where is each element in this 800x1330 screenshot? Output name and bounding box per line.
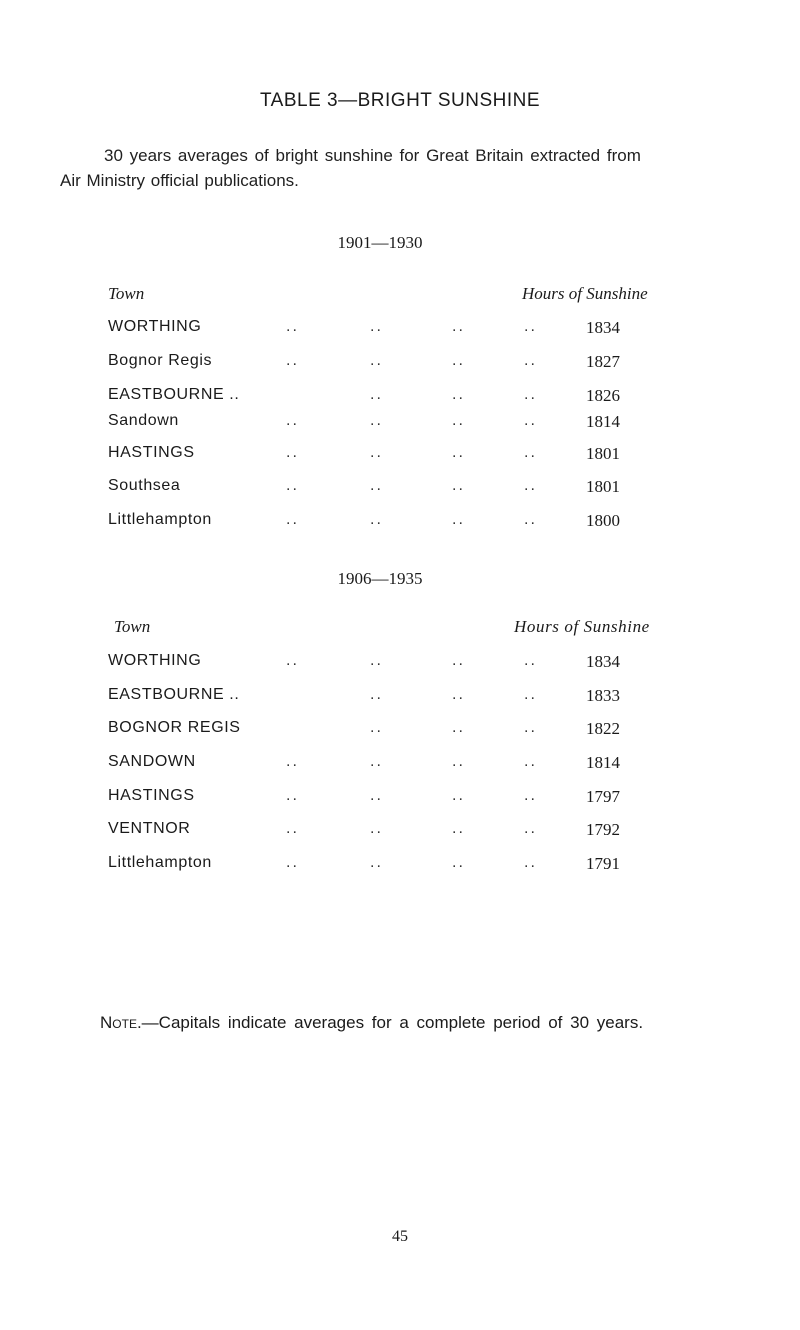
town-name: Littlehampton	[108, 854, 212, 871]
dot-leader: ..	[370, 511, 383, 528]
town-name: EASTBOURNE ..	[108, 386, 240, 403]
table-row	[108, 854, 648, 878]
dot-leader: ..	[370, 477, 383, 494]
dot-leader: ..	[286, 787, 299, 804]
note-text: —Capitals indicate averages for a complete period of 30 years.	[141, 1013, 644, 1032]
dot-leader: ..	[524, 652, 537, 669]
table-row	[108, 386, 648, 410]
table-row	[108, 477, 648, 501]
dot-leader: ..	[524, 753, 537, 770]
note-label: Note.	[100, 1013, 142, 1032]
dot-leader: ..	[370, 820, 383, 837]
town-name: SANDOWN	[108, 753, 196, 770]
column-header-town: Town	[114, 617, 151, 636]
dot-leader: ..	[452, 787, 465, 804]
dot-leader: ..	[370, 386, 383, 403]
dot-leader: ..	[524, 444, 537, 461]
dot-leader: ..	[452, 352, 465, 369]
dot-leader: ..	[286, 652, 299, 669]
town-name: Southsea	[108, 477, 181, 494]
hours-value: 1801	[586, 477, 620, 496]
hours-value: 1797	[586, 787, 620, 806]
dot-leader: ..	[370, 444, 383, 461]
dot-leader: ..	[286, 412, 299, 429]
dot-leader: ..	[452, 652, 465, 669]
town-name: Littlehampton	[108, 511, 212, 528]
dot-leader: ..	[452, 318, 465, 335]
town-name: HASTINGS	[108, 787, 195, 804]
dot-leader: ..	[370, 854, 383, 871]
dot-leader: ..	[286, 477, 299, 494]
dot-leader: ..	[524, 820, 537, 837]
hours-value: 1814	[586, 753, 620, 772]
hours-value: 1834	[586, 318, 620, 337]
dot-leader: ..	[286, 753, 299, 770]
town-name: BOGNOR REGIS	[108, 719, 241, 736]
hours-value: 1827	[586, 352, 620, 371]
page-title: TABLE 3—BRIGHT SUNSHINE	[259, 90, 541, 111]
table-period-heading: 1906—1935	[337, 569, 423, 588]
table-period-heading: 1901—1930	[337, 233, 423, 252]
intro-line-1: 30 years averages of bright sunshine for Great Britain extracted from	[104, 146, 641, 165]
dot-leader: ..	[452, 719, 465, 736]
dot-leader: ..	[524, 719, 537, 736]
table-row	[108, 719, 648, 743]
dot-leader: ..	[452, 753, 465, 770]
dot-leader: ..	[524, 386, 537, 403]
dot-leader: ..	[452, 686, 465, 703]
dot-leader: ..	[370, 753, 383, 770]
town-name: WORTHING	[108, 652, 202, 669]
column-header-hours: Hours of Sunshine	[514, 617, 650, 636]
town-name: VENTNOR	[108, 820, 191, 837]
town-name: HASTINGS	[108, 444, 195, 461]
intro-paragraph	[60, 143, 720, 193]
dot-leader: ..	[370, 412, 383, 429]
hours-value: 1826	[586, 386, 620, 405]
hours-value: 1792	[586, 820, 620, 839]
dot-leader: ..	[524, 412, 537, 429]
hours-value: 1814	[586, 412, 620, 431]
dot-leader: ..	[524, 352, 537, 369]
intro-line-2: Air Ministry official publications.	[60, 171, 299, 190]
table-row	[108, 318, 648, 342]
column-header-hours: Hours of Sunshine	[522, 284, 648, 303]
dot-leader: ..	[286, 352, 299, 369]
town-name: Sandown	[108, 412, 179, 429]
dot-leader: ..	[370, 686, 383, 703]
dot-leader: ..	[370, 787, 383, 804]
table-row	[108, 444, 648, 468]
town-name: Bognor Regis	[108, 352, 213, 369]
dot-leader: ..	[524, 511, 537, 528]
dot-leader: ..	[452, 412, 465, 429]
dot-leader: ..	[286, 820, 299, 837]
dot-leader: ..	[452, 386, 465, 403]
dot-leader: ..	[286, 511, 299, 528]
dot-leader: ..	[370, 652, 383, 669]
dot-leader: ..	[524, 318, 537, 335]
dot-leader: ..	[524, 686, 537, 703]
table-row	[108, 787, 648, 811]
dot-leader: ..	[452, 820, 465, 837]
dot-leader: ..	[524, 477, 537, 494]
dot-leader: ..	[286, 854, 299, 871]
footnote	[100, 1013, 643, 1033]
dot-leader: ..	[370, 318, 383, 335]
hours-value: 1833	[586, 686, 620, 705]
table-row	[108, 686, 648, 710]
column-header-town: Town	[108, 284, 145, 303]
dot-leader: ..	[286, 318, 299, 335]
table-row	[108, 352, 648, 376]
dot-leader: ..	[524, 854, 537, 871]
dot-leader: ..	[370, 352, 383, 369]
hours-value: 1800	[586, 511, 620, 530]
dot-leader: ..	[286, 444, 299, 461]
dot-leader: ..	[452, 477, 465, 494]
dot-leader: ..	[370, 719, 383, 736]
table-row	[108, 412, 648, 436]
dot-leader: ..	[524, 787, 537, 804]
town-name: EASTBOURNE ..	[108, 686, 240, 703]
table-row	[108, 753, 648, 777]
hours-value: 1801	[586, 444, 620, 463]
hours-value: 1834	[586, 652, 620, 671]
hours-value: 1791	[586, 854, 620, 873]
dot-leader: ..	[452, 511, 465, 528]
dot-leader: ..	[452, 854, 465, 871]
table-row	[108, 820, 648, 844]
town-name: WORTHING	[108, 318, 202, 335]
table-row	[108, 511, 648, 535]
hours-value: 1822	[586, 719, 620, 738]
page-number: 45	[392, 1228, 408, 1245]
table-row	[108, 652, 648, 676]
dot-leader: ..	[452, 444, 465, 461]
